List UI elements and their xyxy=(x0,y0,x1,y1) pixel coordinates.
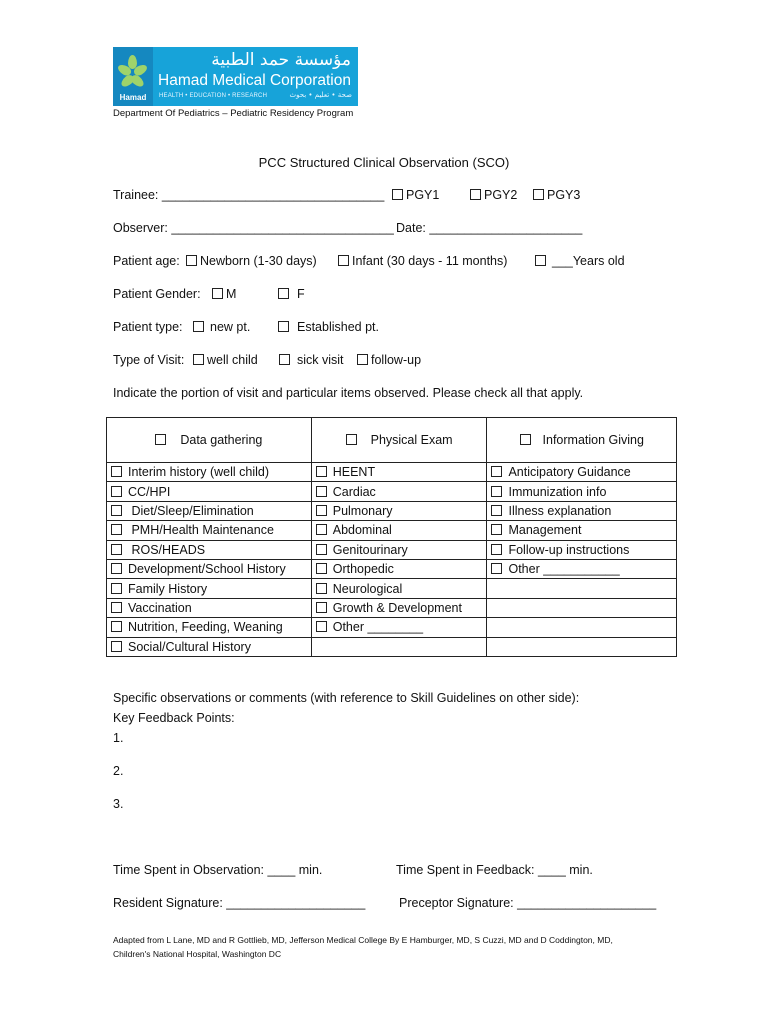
logo-mark-label: Hamad xyxy=(119,93,147,102)
checkbox[interactable] xyxy=(212,288,223,299)
logo-english-name: Hamad Medical Corporation xyxy=(158,72,351,89)
checkbox[interactable] xyxy=(491,524,502,535)
patient-gender-label: Patient Gender: xyxy=(113,287,201,301)
checkbox[interactable] xyxy=(111,641,122,652)
checkbox[interactable] xyxy=(316,505,327,516)
data-gathering-item-label: Development/School History xyxy=(128,562,286,577)
checkbox[interactable] xyxy=(316,583,327,594)
header-physical-exam[interactable]: Physical Exam xyxy=(311,418,487,463)
data-gathering-item-label: Vaccination xyxy=(128,600,192,615)
checkbox[interactable] xyxy=(357,354,368,365)
checkbox[interactable] xyxy=(316,602,327,613)
information-giving-item-label: Illness explanation xyxy=(508,503,612,518)
checkbox[interactable] xyxy=(535,255,546,266)
information-giving-item-label: Other ___________ xyxy=(508,562,620,577)
checkbox[interactable] xyxy=(111,583,122,594)
checkbox[interactable] xyxy=(111,505,122,516)
checkbox[interactable] xyxy=(491,486,502,497)
information-giving-item-label: Immunization info xyxy=(508,484,607,499)
checkbox[interactable] xyxy=(520,434,531,445)
data-gathering-cell[interactable] xyxy=(107,559,312,578)
physical-exam-item-label: HEENT xyxy=(332,465,376,480)
checkbox[interactable] xyxy=(316,621,327,632)
visit-sick-option[interactable]: sick visit xyxy=(279,353,344,367)
table-row xyxy=(107,579,677,598)
instruction-text: Indicate the portion of visit and particular items observed. Please check all that apply. xyxy=(113,386,584,400)
checkbox[interactable] xyxy=(111,524,122,535)
checkbox[interactable] xyxy=(155,434,166,445)
data-gathering-cell[interactable] xyxy=(107,463,312,482)
physical-exam-cell[interactable] xyxy=(311,579,487,598)
information-giving-item-label: Follow-up instructions xyxy=(508,542,630,557)
resident-signature-field[interactable]: Resident Signature: ____________________ xyxy=(113,896,366,910)
data-gathering-item-label: PMH/Health Maintenance xyxy=(128,523,274,538)
pgy3-option[interactable]: PGY3 xyxy=(533,188,580,202)
physical-exam-cell[interactable] xyxy=(311,463,487,482)
age-newborn-option[interactable]: Newborn (1-30 days) xyxy=(186,254,317,268)
logo-tagline-arabic: صحة • تعليم • بحوث xyxy=(289,91,352,99)
physical-exam-item-label: Growth & Development xyxy=(332,600,462,615)
checkbox[interactable] xyxy=(278,288,289,299)
date-field[interactable]: Date: ______________________ xyxy=(396,221,583,235)
hmc-logo xyxy=(113,47,358,106)
data-gathering-item-label: Family History xyxy=(128,581,208,596)
checkbox[interactable] xyxy=(111,621,122,632)
data-gathering-item-label: Nutrition, Feeding, Weaning xyxy=(128,620,283,635)
information-giving-cell[interactable] xyxy=(487,521,677,540)
table-row xyxy=(107,618,677,637)
table-row xyxy=(107,637,677,656)
checkbox[interactable] xyxy=(193,354,204,365)
logo-tagline: HEALTH • EDUCATION • RESEARCH xyxy=(159,93,268,99)
feedback-point-2[interactable]: 2. xyxy=(113,764,124,778)
pgy2-option[interactable]: PGY2 xyxy=(470,188,517,202)
checkbox[interactable] xyxy=(111,602,122,613)
time-observation-field[interactable]: Time Spent in Observation: ____ min. xyxy=(113,863,323,877)
checkbox[interactable] xyxy=(392,189,403,200)
logo-mark xyxy=(113,47,153,106)
information-giving-cell[interactable] xyxy=(487,482,677,501)
information-giving-cell xyxy=(487,579,677,598)
checkbox[interactable] xyxy=(316,466,327,477)
data-gathering-cell[interactable] xyxy=(107,637,312,656)
type-established-option[interactable]: Established pt. xyxy=(278,320,379,334)
header-information-giving[interactable]: Information Giving xyxy=(487,418,677,463)
footer-credit-line1: Adapted from L Lane, MD and R Gottlieb, MD, Jefferson Medical College By E Hamburger, MD, S Cuzzi, MD and D Coddington, MD, xyxy=(113,935,613,945)
physical-exam-cell[interactable] xyxy=(311,540,487,559)
age-infant-option[interactable]: Infant (30 days - 11 months) xyxy=(338,254,507,268)
physical-exam-cell xyxy=(311,637,487,656)
data-gathering-item-label: CC/HPI xyxy=(128,484,171,499)
visit-well-child-option[interactable]: well child xyxy=(193,353,258,367)
visit-type-label: Type of Visit: xyxy=(113,353,185,367)
gender-f-option[interactable]: F xyxy=(278,287,305,301)
information-giving-cell[interactable] xyxy=(487,463,677,482)
footer-credit-line2: Children's National Hospital, Washington DC xyxy=(113,949,282,959)
checkbox[interactable] xyxy=(316,544,327,555)
information-giving-cell[interactable] xyxy=(487,540,677,559)
physical-exam-cell[interactable] xyxy=(311,618,487,637)
table-row xyxy=(107,598,677,617)
data-gathering-cell[interactable] xyxy=(107,618,312,637)
data-gathering-cell[interactable] xyxy=(107,540,312,559)
table-row xyxy=(107,521,677,540)
table-row xyxy=(107,482,677,501)
data-gathering-cell[interactable] xyxy=(107,579,312,598)
physical-exam-item-label: Orthopedic xyxy=(332,562,394,577)
table-row xyxy=(107,501,677,520)
checkbox[interactable] xyxy=(278,321,289,332)
physical-exam-cell[interactable] xyxy=(311,598,487,617)
department-line: Department Of Pediatrics – Pediatric Residency Program xyxy=(113,108,354,119)
preceptor-signature-field[interactable]: Preceptor Signature: ____________________ xyxy=(399,896,657,910)
physical-exam-item-label: Neurological xyxy=(332,581,403,596)
physical-exam-item-label: Cardiac xyxy=(332,484,376,499)
age-years-option[interactable]: ___Years old xyxy=(535,254,625,268)
information-giving-cell xyxy=(487,637,677,656)
checkbox[interactable] xyxy=(533,189,544,200)
checkbox[interactable] xyxy=(111,563,122,574)
table-row xyxy=(107,559,677,578)
time-feedback-field[interactable]: Time Spent in Feedback: ____ min. xyxy=(396,863,593,877)
gender-m-option[interactable]: M xyxy=(212,287,236,301)
physical-exam-cell[interactable] xyxy=(311,501,487,520)
data-gathering-item-label: ROS/HEADS xyxy=(128,542,206,557)
data-gathering-cell[interactable] xyxy=(107,521,312,540)
feedback-point-1[interactable]: 1. xyxy=(113,731,124,745)
checkbox[interactable] xyxy=(316,563,327,574)
physical-exam-item-label: Other ________ xyxy=(332,620,424,635)
physical-exam-item-label: Abdominal xyxy=(332,523,392,538)
checkbox[interactable] xyxy=(279,354,290,365)
type-new-option[interactable]: new pt. xyxy=(193,320,250,334)
data-gathering-item-label: Social/Cultural History xyxy=(128,639,251,654)
physical-exam-item-label: Genitourinary xyxy=(332,542,408,557)
checkbox[interactable] xyxy=(316,524,327,535)
patient-age-label: Patient age: xyxy=(113,254,180,268)
logo-arabic-name: مؤسسة حمد الطبية xyxy=(211,50,351,70)
checkbox[interactable] xyxy=(338,255,349,266)
observer-field[interactable]: Observer: ________________________________ xyxy=(113,221,394,235)
information-giving-item-label: Anticipatory Guidance xyxy=(508,465,631,480)
table-header-row xyxy=(107,418,677,463)
checkbox[interactable] xyxy=(111,544,122,555)
data-gathering-cell[interactable] xyxy=(107,501,312,520)
observation-table xyxy=(106,417,677,657)
information-giving-cell[interactable] xyxy=(487,501,677,520)
checkbox[interactable] xyxy=(491,563,502,574)
data-gathering-cell[interactable] xyxy=(107,482,312,501)
checkbox[interactable] xyxy=(491,505,502,516)
specific-observations-label: Specific observations or comments (with reference to Skill Guidelines on other side): xyxy=(113,691,580,705)
checkbox[interactable] xyxy=(111,486,122,497)
data-gathering-item-label: Diet/Sleep/Elimination xyxy=(128,503,254,518)
trainee-field[interactable]: Trainee: ________________________________ xyxy=(113,188,385,202)
data-gathering-cell[interactable] xyxy=(107,598,312,617)
checkbox[interactable] xyxy=(470,189,481,200)
physical-exam-item-label: Pulmonary xyxy=(332,503,393,518)
checkbox[interactable] xyxy=(491,466,502,477)
table-row xyxy=(107,540,677,559)
information-giving-cell[interactable] xyxy=(487,559,677,578)
physical-exam-cell[interactable] xyxy=(311,559,487,578)
checkbox[interactable] xyxy=(316,486,327,497)
table-row xyxy=(107,463,677,482)
checkbox[interactable] xyxy=(193,321,204,332)
form-title: PCC Structured Clinical Observation (SCO) xyxy=(258,155,510,170)
checkbox[interactable] xyxy=(186,255,197,266)
physical-exam-cell[interactable] xyxy=(311,521,487,540)
patient-type-label: Patient type: xyxy=(113,320,183,334)
information-giving-cell xyxy=(487,618,677,637)
visit-follow-up-option[interactable]: follow-up xyxy=(357,353,421,367)
data-gathering-item-label: Interim history (well child) xyxy=(128,465,270,480)
key-feedback-label: Key Feedback Points: xyxy=(113,711,235,725)
feedback-point-3[interactable]: 3. xyxy=(113,797,124,811)
checkbox[interactable] xyxy=(111,466,122,477)
checkbox[interactable] xyxy=(346,434,357,445)
header-data-gathering[interactable]: Data gathering xyxy=(107,418,312,463)
leaf-icon xyxy=(129,73,146,89)
pgy1-option[interactable]: PGY1 xyxy=(392,188,439,202)
checkbox[interactable] xyxy=(491,544,502,555)
physical-exam-cell[interactable] xyxy=(311,482,487,501)
information-giving-item-label: Management xyxy=(508,523,582,538)
information-giving-cell xyxy=(487,598,677,617)
